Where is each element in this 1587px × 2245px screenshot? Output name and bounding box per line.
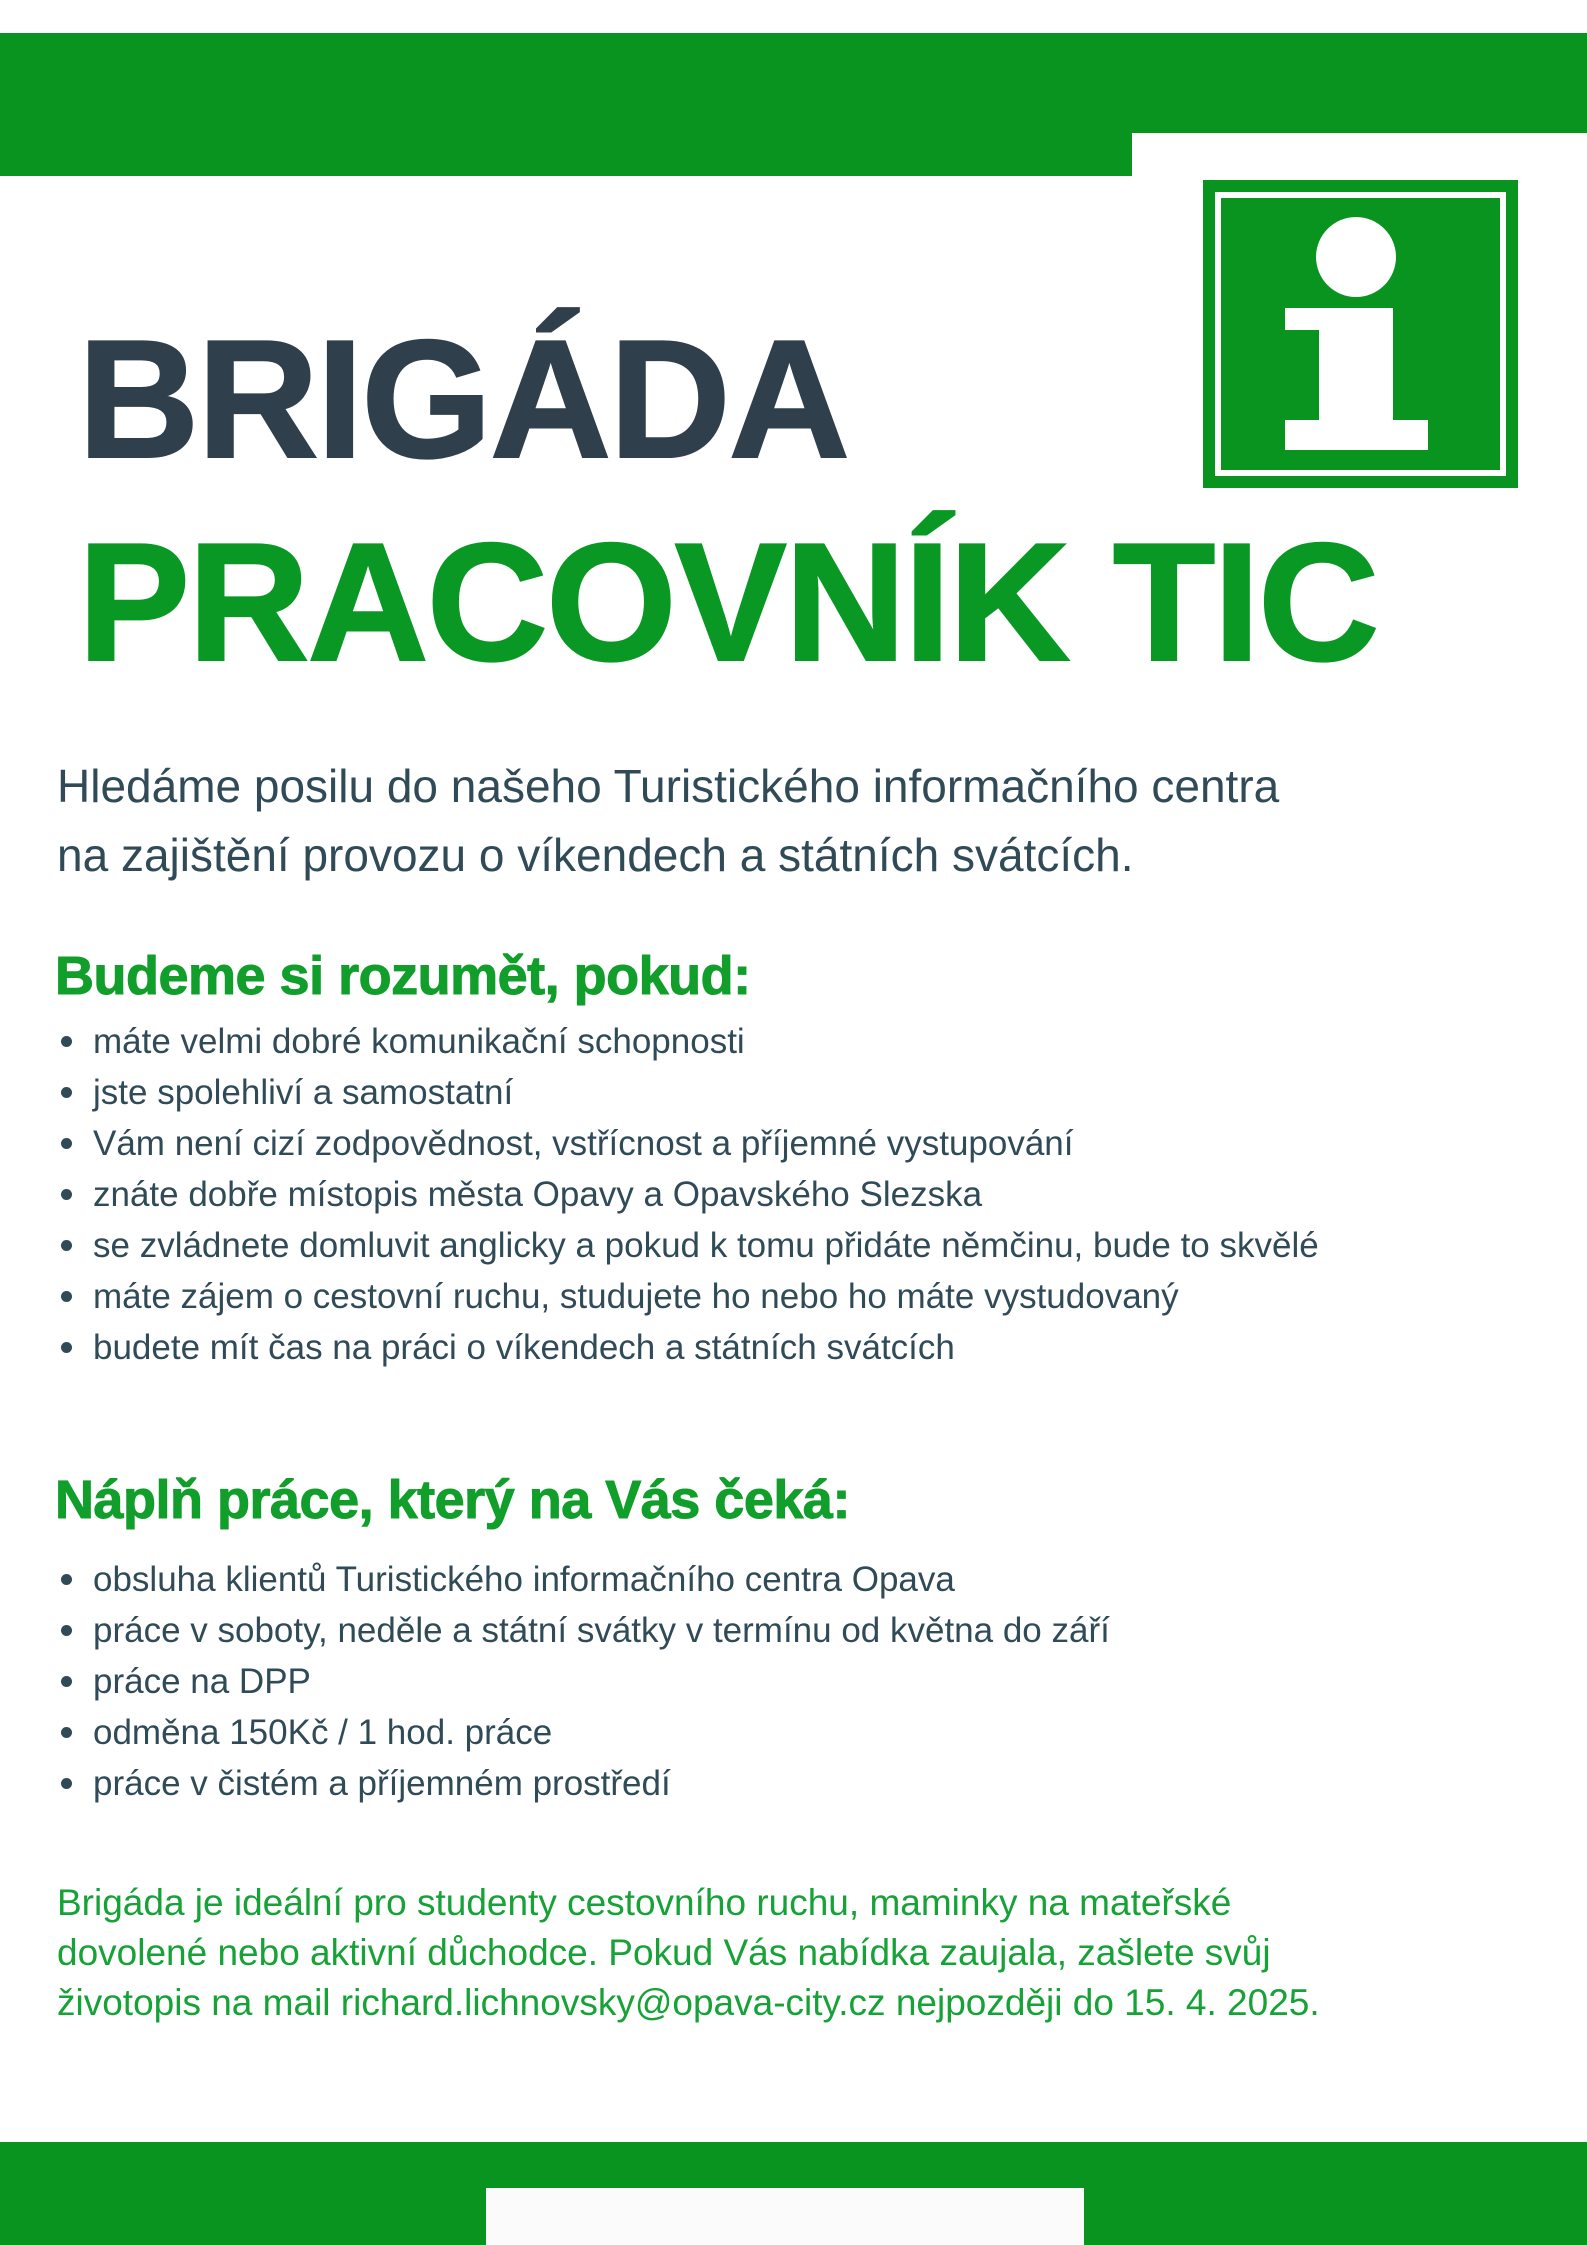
intro-line-1: Hledáme posilu do našeho Turistického informačního centra	[57, 760, 1280, 812]
footer-line-1: Brigáda je ideální pro studenty cestovního ruchu, maminky na mateřské	[57, 1882, 1232, 1923]
list-item: práce v soboty, neděle a státní svátky v termínu od května do září	[55, 1605, 1375, 1656]
title-brigada: BRIGÁDA	[78, 305, 848, 493]
footer-white-box	[486, 2188, 1084, 2245]
header-green-bar	[0, 33, 1587, 133]
list-item: se zvládnete domluvit anglicky a pokud k tomu přidáte němčinu, bude to skvělé	[55, 1220, 1375, 1271]
requirements-list	[55, 1016, 1375, 1373]
info-icon-graphic	[1203, 180, 1518, 488]
section-heading-job-description: Náplň práce, který na Vás čeká:	[55, 1470, 850, 1530]
list-item: máte zájem o cestovní ruchu, studujete ho nebo ho máte vystudovaný	[55, 1271, 1375, 1322]
list-item: budete mít čas na práci o víkendech a státních svátcích	[55, 1322, 1375, 1373]
list-item: Vám není cizí zodpovědnost, vstřícnost a příjemné vystupování	[55, 1118, 1375, 1169]
intro-paragraph	[57, 752, 1537, 890]
footer-line-3: životopis na mail richard.lichnovsky@opava-city.cz nejpozději do 15. 4. 2025.	[57, 1982, 1320, 2023]
header-green-bar-extension	[0, 133, 1132, 176]
list-item: práce na DPP	[55, 1656, 1375, 1707]
info-icon	[1203, 180, 1518, 488]
intro-line-2: na zajištění provozu o víkendech a státních svátcích.	[57, 829, 1134, 881]
title-pracovnik-tic: PRACOVNÍK TIC	[78, 508, 1378, 696]
list-item: máte velmi dobré komunikační schopnosti	[55, 1016, 1375, 1067]
list-item: obsluha klientů Turistického informačního centra Opava	[55, 1554, 1375, 1605]
list-item: práce v čistém a příjemném prostředí	[55, 1758, 1375, 1809]
list-item: odměna 150Kč / 1 hod. práce	[55, 1707, 1375, 1758]
footer-paragraph	[57, 1878, 1537, 2028]
footer-line-2: dovolené nebo aktivní důchodce. Pokud Vás nabídka zaujala, zašlete svůj	[57, 1932, 1271, 1973]
list-item: znáte dobře místopis města Opavy a Opavského Slezska	[55, 1169, 1375, 1220]
section-heading-requirements: Budeme si rozumět, pokud:	[55, 946, 751, 1006]
list-item: jste spolehliví a samostatní	[55, 1067, 1375, 1118]
job-description-list	[55, 1554, 1375, 1809]
